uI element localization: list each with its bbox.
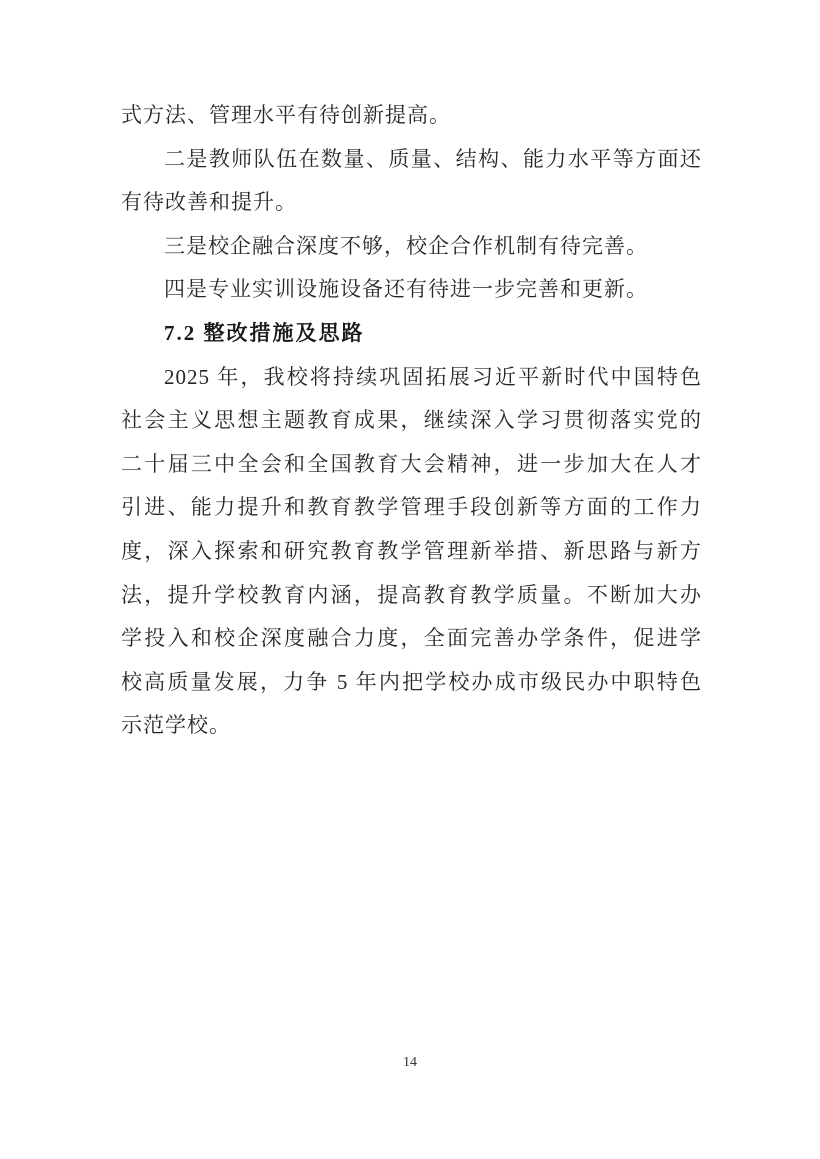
body-line: 式方法、管理水平有待创新提高。 [121, 103, 451, 127]
paragraph [121, 356, 702, 748]
paragraph [121, 94, 702, 138]
paragraph [121, 138, 702, 225]
page-number: 14 [403, 1055, 417, 1070]
paragraph [121, 268, 702, 312]
body-line: 二是教师队伍在数量、质量、结构、能力水平等方面还 [164, 146, 702, 171]
paragraph [121, 225, 702, 269]
section-heading: 7.2 整改措施及思路 [164, 320, 365, 345]
body-line: 校高质量发展，力争 5 年内把学校办成市级民办中职特色 [121, 669, 702, 694]
body-line: 有待改善和提升。 [121, 190, 297, 215]
body-line: 四是专业实训设施设备还有待进一步完善和更新。 [164, 277, 648, 302]
body-line: 法，提升学校教育内涵，提高教育教学质量。不断加大办 [121, 582, 702, 607]
body-line: 2025 年，我校将持续巩固拓展习近平新时代中国特色 [164, 364, 702, 389]
body-line: 示范学校。 [121, 713, 231, 738]
section [121, 312, 702, 356]
body-line: 三是校企融合深度不够，校企合作机制有待完善。 [164, 233, 648, 258]
document-body [121, 94, 702, 748]
body-line: 二十届三中全会和全国教育大会精神，进一步加大在人才 [121, 451, 702, 476]
body-line: 引进、能力提升和教育教学管理手段创新等方面的工作力 [121, 495, 702, 520]
body-line: 度，深入探索和研究教育教学管理新举措、新思路与新方 [121, 538, 702, 563]
body-line: 学投入和校企深度融合力度，全面完善办学条件，促进学 [121, 626, 702, 651]
body-line: 社会主义思想主题教育成果，继续深入学习贯彻落实党的 [121, 408, 702, 433]
